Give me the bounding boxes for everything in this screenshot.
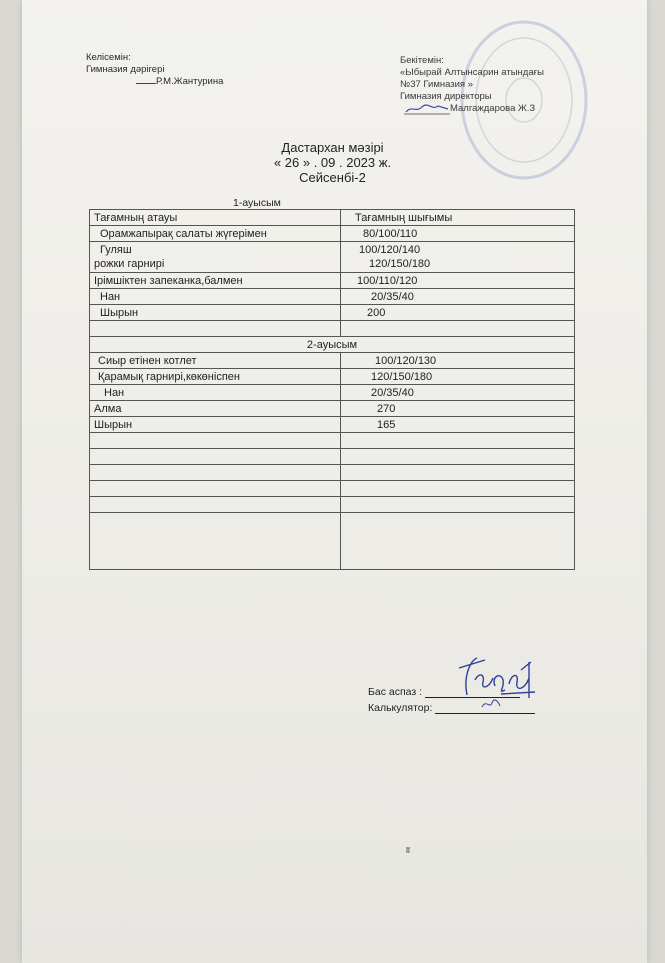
table-row bbox=[90, 273, 575, 289]
director-signature-icon bbox=[404, 103, 450, 115]
shift2-label: 2-ауысым bbox=[90, 337, 575, 353]
table-header-row bbox=[90, 210, 575, 226]
table-row-empty bbox=[90, 481, 575, 497]
dish-name: Алма bbox=[90, 401, 341, 417]
calculator-signature-icon bbox=[480, 697, 502, 711]
approval-role: Гимназия директоры bbox=[400, 91, 492, 102]
calculator-signature-row bbox=[368, 702, 535, 714]
approval-title: Бекітемін: bbox=[400, 55, 444, 66]
table-row-empty bbox=[90, 321, 575, 337]
table-row bbox=[90, 353, 575, 369]
dish-yield: 20/35/40 bbox=[341, 385, 575, 401]
menu-table bbox=[89, 209, 575, 570]
approval-school-line1: «Ыбырай Алтынсарин атындағы bbox=[400, 67, 544, 78]
table-row-empty bbox=[90, 449, 575, 465]
menu-date: « 26 » . 09 . 2023 ж. bbox=[273, 155, 392, 170]
table-row bbox=[90, 417, 575, 433]
table-row bbox=[90, 385, 575, 401]
dish-name-combined bbox=[90, 242, 341, 273]
table-row bbox=[90, 305, 575, 321]
calculator-signature-line bbox=[435, 713, 535, 714]
dish-yield-combined bbox=[341, 242, 575, 273]
agreement-signer bbox=[86, 76, 223, 88]
table-row bbox=[90, 401, 575, 417]
table-row bbox=[90, 226, 575, 242]
dish-name: Орамжапырақ салаты жүгерімен bbox=[90, 226, 341, 242]
menu-day: Сейсенбі-2 bbox=[299, 170, 366, 185]
approval-school-line2: №37 Гимназия » bbox=[400, 79, 473, 90]
dish-yield: 270 bbox=[341, 401, 575, 417]
dish-yield: 120/150/180 bbox=[341, 369, 575, 385]
dish-yield: 120/150/180 bbox=[369, 258, 431, 270]
agreement-role: Гимназия дәрігері bbox=[86, 64, 165, 75]
dish-name: Шырын bbox=[90, 305, 341, 321]
dish-yield: 200 bbox=[341, 305, 575, 321]
header-cell-name: Тағамның атауы bbox=[90, 210, 341, 226]
menu-title: Дастархан мәзірі bbox=[281, 140, 384, 155]
table-row bbox=[90, 289, 575, 305]
calculator-label: Калькулятор: bbox=[368, 702, 433, 714]
menu-title-block bbox=[0, 140, 665, 185]
table-row bbox=[90, 369, 575, 385]
dish-yield: 100/120/130 bbox=[341, 353, 575, 369]
agreement-title: Келісемін: bbox=[86, 52, 131, 63]
table-row-empty bbox=[90, 497, 575, 513]
dish-name: Қарамық гарнирі,көкөніспен bbox=[90, 369, 341, 385]
dish-yield: 80/100/110 bbox=[341, 226, 575, 242]
dish-name: Ірімшіктен запеканка,балмен bbox=[90, 273, 341, 289]
agreement-signature-line bbox=[136, 83, 156, 84]
table-row-empty bbox=[90, 465, 575, 481]
dish-yield: 100/110/120 bbox=[341, 273, 575, 289]
dish-name: Сиыр етінен котлет bbox=[90, 353, 341, 369]
dish-yield: 165 bbox=[341, 417, 575, 433]
agreement-name: Р.М.Жантурина bbox=[156, 76, 224, 87]
table-row-empty bbox=[90, 433, 575, 449]
dish-name: Нан bbox=[90, 289, 341, 305]
chef-label: Бас аспаз : bbox=[368, 686, 423, 698]
dish-yield: 100/120/140 bbox=[359, 244, 421, 256]
dish-name: Гуляш bbox=[100, 244, 132, 256]
table-row-empty bbox=[90, 513, 575, 570]
shift2-row bbox=[90, 337, 575, 353]
agreement-block bbox=[86, 52, 223, 88]
approval-name: Малгаждарова Ж.З bbox=[450, 103, 536, 114]
shift1-label: 1-ауысым bbox=[233, 197, 281, 209]
dish-name: Нан bbox=[90, 385, 341, 401]
table-row bbox=[90, 242, 575, 273]
approval-block bbox=[400, 55, 544, 115]
dish-yield: 20/35/40 bbox=[341, 289, 575, 305]
approval-signer bbox=[400, 103, 544, 115]
pen-mark-icon: ʬ bbox=[406, 846, 410, 855]
dish-name: Шырын bbox=[90, 417, 341, 433]
header-cell-yield: Тағамның шығымы bbox=[341, 210, 575, 226]
dish-name: рожки гарнирі bbox=[94, 258, 165, 270]
